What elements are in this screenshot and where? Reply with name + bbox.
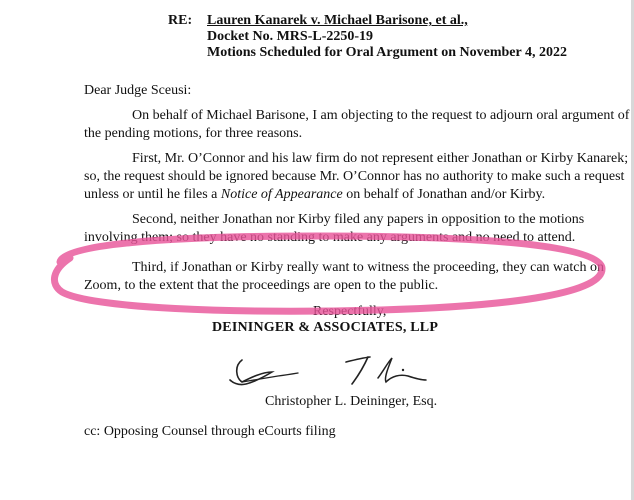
cc-line: cc: Opposing Counsel through eCourts filing [84, 424, 336, 439]
line-text: on behalf of Jonathan and/or Kirby. [342, 187, 546, 202]
paragraph-line: Third, if Jonathan or Kirby really want to witness the proceeding, they can watch on [132, 260, 604, 275]
paragraph-line: On behalf of Michael Barisone, I am objecting to the request to adjourn oral argument of [132, 108, 630, 123]
paragraph-first-reason [84, 150, 629, 204]
paragraph-line: First, Mr. O’Connor and his law firm do not represent either Jonathan or Kirby Kanarek; [132, 151, 629, 166]
signer-name: Christopher L. Deininger, Esq. [265, 394, 438, 409]
paragraph-line [84, 186, 604, 204]
handwritten-signature [228, 348, 428, 390]
paragraph-third-reason [84, 259, 604, 295]
salutation: Dear Judge Sceusi: [84, 83, 192, 98]
paragraph-objection [84, 107, 630, 143]
docket-number: Docket No. MRS-L-2250-19 [207, 29, 374, 44]
paragraph-line: the pending motions, for three reasons. [84, 126, 303, 141]
case-name: Lauren Kanarek v. Michael Barisone, et al., [207, 13, 468, 28]
re-label: RE: [168, 13, 193, 28]
closing-respectfully: Respectfully, [313, 304, 387, 319]
paragraph-line: so, the request should be ignored because Mr. O’Connor has no authority to make such a request [84, 169, 625, 184]
motions-line: Motions Scheduled for Oral Argument on November 4, 2022 [207, 45, 567, 60]
paragraph-line: Second, neither Jonathan nor Kirby filed any papers in opposition to the motions [132, 212, 585, 227]
firm-name: DEININGER & ASSOCIATES, LLP [212, 320, 439, 335]
paragraph-line: Zoom, to the extent that the proceedings are open to the public. [84, 278, 439, 293]
notice-of-appearance: Notice of Appearance [220, 187, 343, 202]
paragraph-second-reason [84, 211, 604, 247]
line-text: unless or until he files a [84, 187, 221, 202]
paragraph-line: involving them; so they have no standing to make any arguments and no need to attend. [84, 230, 576, 245]
